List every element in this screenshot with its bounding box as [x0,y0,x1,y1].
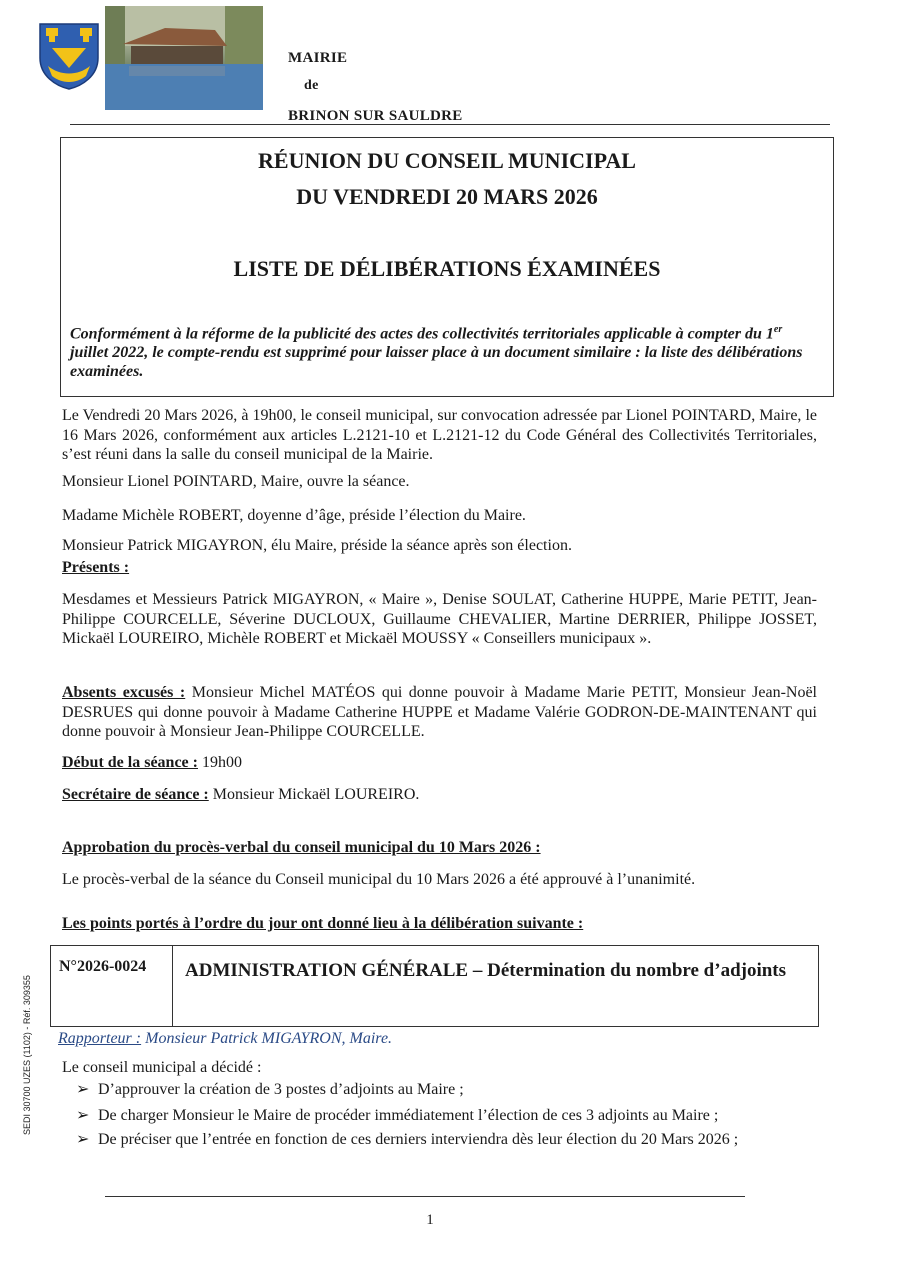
printer-reference: SEDI 30700 UZES (1102) - Réf. 309355 [22,975,32,1135]
coat-of-arms-logo [38,22,100,90]
deliberation-title: ADMINISTRATION GÉNÉRALE – Détermination du nombre d’adjoints [185,960,787,981]
paragraph-doyenne: Madame Michèle ROBERT, doyenne d’âge, préside l’élection du Maire. [62,507,526,524]
header-rule [70,124,830,125]
absents-label: Absents excusés : [62,684,186,701]
intro-notice [70,320,810,381]
rapporteur-value: Monsieur Patrick MIGAYRON, Maire. [141,1030,393,1047]
commune-name: BRINON SUR SAULDRE [288,108,463,124]
decision-intro: Le conseil municipal a décidé : [62,1059,262,1076]
footer-rule [105,1196,745,1197]
debut-value: 19h00 [197,754,242,771]
arrow-bullet-icon: ➢ [76,1081,90,1098]
rapporteur-line [58,1030,392,1048]
secretaire-value: Monsieur Mickaël LOUREIRO. [208,786,420,803]
presents-label: Présents : [62,559,130,576]
debut-label: Début de la séance : [62,754,198,771]
points-heading [62,914,817,934]
paragraph-maire-elu: Monsieur Patrick MIGAYRON, élu Maire, préside la séance après son élection. [62,537,572,554]
paragraph-ouverture: Monsieur Lionel POINTARD, Maire, ouvre la séance. [62,473,410,490]
arrow-bullet-icon: ➢ [76,1107,90,1124]
decision-item-text: D’approuver la création de 3 postes d’adjoints au Maire ; [98,1081,464,1098]
deliberation-box [50,945,819,1027]
approbation-heading [62,838,817,858]
decision-item [76,1080,816,1100]
title-line-1: RÉUNION DU CONSEIL MUNICIPAL [258,148,636,173]
intro-text-a: Conformément à la réforme de la publicité des actes des collectivités territoriales applicable à compter du 1 [70,325,774,343]
deliberation-number: N°2026-0024 [51,946,173,1026]
approbation-label: Approbation du procès-verbal du conseil municipal du 10 Mars 2026 : [62,839,541,856]
intro-text-b: juillet 2022, le compte-rendu est supprimé pour laisser place à un document similaire : la liste des délibérations examinées. [70,344,803,381]
debut-seance [62,753,817,773]
paragraph-convocation: Le Vendredi 20 Mars 2026, à 19h00, le conseil municipal, sur convocation adressée par Lionel POINTARD, Maire, le 16 Mars 2026, conformément aux articles L.2121-10 et L.2121-12 du Code Général des Collectivités Territoriales, s’est réuni dans la salle du conseil municipal de la Mairie. [62,407,817,463]
mairie-de: de [304,78,319,93]
page-number: 1 [426,1212,434,1228]
absents-text: Monsieur Michel MATÉOS qui donne pouvoir à Madame Marie PETIT, Monsieur Jean-Noël DESRUES qui donne pouvoir à Madame Catherine HUPPE et Madame Valérie GODRON-DE-MAINTENANT qui donne pouvoir à Monsieur Jean-Philippe COURCELLE. [62,684,817,740]
rapporteur-label: Rapporteur : [58,1030,142,1047]
decision-item-text: De charger Monsieur le Maire de procéder immédiatement l’élection de ces 3 adjoints au Maire ; [98,1107,719,1124]
presents-heading [62,558,817,578]
secretaire-seance [62,785,817,805]
secretaire-label: Secrétaire de séance : [62,786,209,803]
intro-superscript: er [773,324,783,335]
decision-item [76,1106,816,1126]
decision-item [76,1130,818,1150]
points-label: Les points portés à l’ordre du jour ont donné lieu à la délibération suivante : [62,915,584,932]
approbation-text: Le procès-verbal de la séance du Conseil municipal du 10 Mars 2026 a été approuvé à l’unanimité. [62,871,696,888]
arrow-bullet-icon: ➢ [76,1131,90,1148]
village-lavoir-photo [105,6,263,110]
title-line-3: LISTE DE DÉLIBÉRATIONS ÉXAMINÉES [233,256,661,281]
decision-item-text: De préciser que l’entrée en fonction de ces derniers interviendra dès leur élection du 20 Mars 2026 ; [98,1131,739,1148]
absents-paragraph [62,683,817,742]
title-line-2: DU VENDREDI 20 MARS 2026 [296,184,598,209]
presents-list: Mesdames et Messieurs Patrick MIGAYRON, « Maire », Denise SOULAT, Catherine HUPPE, Marie PETIT, Jean-Philippe COURCELLE, Séverine DUCLOUX, Guillaume CHEVALIER, Martine DERRIER, Philippe JOSSET, Mickaël LOUREIRO, Michèle ROBERT et Mickaël MOUSSY « Conseillers municipaux ». [62,591,817,647]
mairie-label: MAIRIE [288,50,348,66]
